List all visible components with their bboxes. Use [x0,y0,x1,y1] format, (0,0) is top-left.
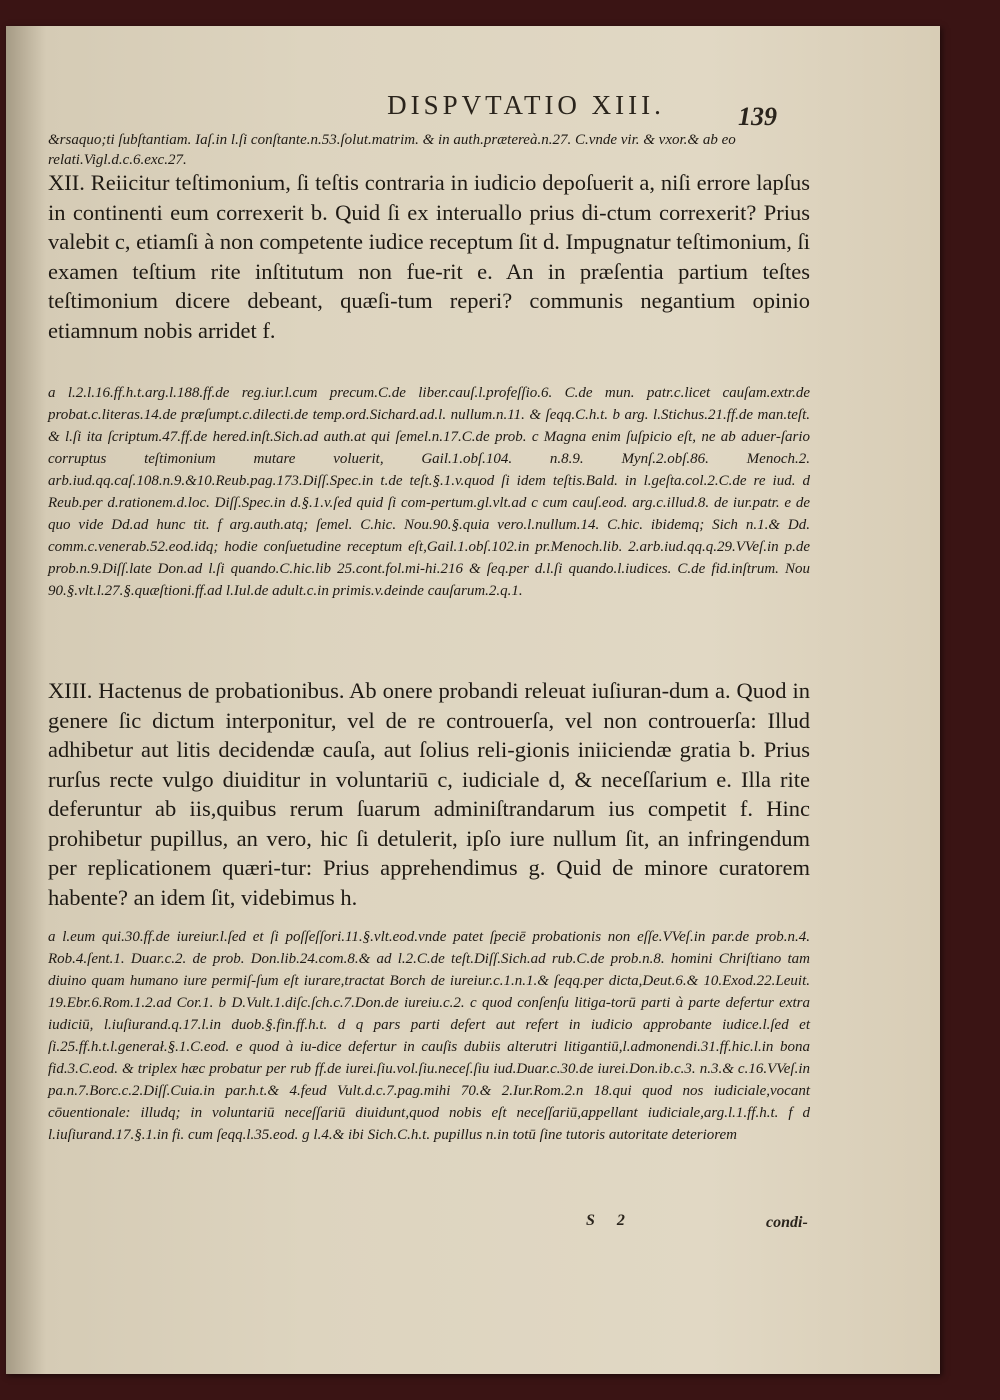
page-number: 139 [738,102,777,131]
section-text: Reiicitur teſtimonium, ſi teſtis contraria in iudicio depoſuerit a, niſi errore lapſus in continenti eum correxerit b. Quid ſi ex interuallo prius di-ctum correxerit? Prius valebit c, etiamſi à non competente iudice receptum ſit d. Impugnatur teſtimonium, ſi examen teſtium rite inſtitutum non fue-rit e. An in præſentia partium teſtes teſtimonium dicere debeant, quæſi-tum reperi? communis negantium opinio etiamnum nobis arridet f. [48,170,810,343]
running-header: DISPVTATIO XIII. [387,90,665,120]
signature-mark: S 2 [586,1212,625,1229]
section-xii [48,168,810,345]
section-xiii [48,676,810,912]
footnotes-xii: a l.2.l.16.ff.h.t.arg.l.188.ff.de reg.iur.l.cum precum.C.de liber.cauſ.l.profeſſio.6. C.de mun. patr.c.licet cauſam.extr.de probat.c.literas.14.de præſumpt.c.dilecti.de temp.ord.Sichard.ad.l. nullum.n.11. & ſeqq.C.h.t. b arg. l.Stichus.21.ff.de man.teſt. & l.ſi ita ſcriptum.47.ff.de hered.inſt.Sich.ad auth.at qui ſemel.n.17.C.de prob. c Magna enim ſuſpicio eſt, ne ab aduer-ſario corruptus teſtimonium mutare voluerit, Gail.1.obſ.104. n.8.9. Mynſ.2.obſ.86. Menoch.2. arb.iud.qq.caſ.108.n.9.&10.Reub.pag.173.Diſſ.Spec.in t.de teſt.§.1.v.quod ſi idem teſtis.Bald. in l.geſta.col.2.C.de re iud. d Reub.per d.rationem.d.loc. Diſſ.Spec.in d.§.1.v.ſed quid ſi com-pertum.gl.vlt.ad c cum cauſ.eod. arg.c.illud.8. de iur.patr. e de quo vide Dd.ad hunc tit. f arg.auth.atq; ſemel. C.hic. Nou.90.§.quia vero.l.nullum.14. C.hic. ibidemq; Sich n.1.& Dd. comm.c.venerab.52.eod.idq; hodie conſuetudine receptum eſt,Gail.1.obſ.102.in pr.Menoch.lib. 2.arb.iud.qq.q.29.VVeſ.in p.de prob.n.9.Diſſ.late Don.ad l.ſi quando.C.hic.lib 25.cont.fol.mi-hi.216 & ſeq.per d.l.ſi quando.l.iudices. C.de fid.inſtrum. Nou 90.§.vlt.l.27.§.quæſtioni.ff.ad l.Iul.de adult.c.in primis.v.deinde cauſarum.2.q.1. [48,385,810,599]
section-number: XIII. [48,678,93,703]
section-text: Hactenus de probationibus. Ab onere probandi releuat iuſiuran-dum a. Quod in genere ſic dictum interponitur, vel de re controuerſa, vel non controuerſa: Illud adhibetur aut litis decidendæ cauſa, aut ſolius reli-gionis iniiciendæ gratia b. Prius rurſus recte vulgo diuiditur in voluntariū c, iudiciale d, & neceſſarium e. Illa rite deferuntur ab iis,quibus rerum ſuarum adminiſtrandarum ius competit f. Hinc prohibetur pupillus, an vero, hic ſi detulerit, ipſo iure nullum ſit, an infringendum per replicationem quæri-tur: Prius apprehendimus g. Quid de minore curatorem habente? an idem ſit, videbimus h. [48,678,810,910]
continuation-note: &rsaquo;ti ſubſtantiam. Iaſ.in l.ſi conſtante.n.53.ſolut.matrim. & in auth.prætereà.n.27. C.vnde vir. & vxor.& ab eo relati.Vigl.d.c.6.exc.27. [48,132,736,168]
book-page [6,26,940,1374]
footnotes-xiii: a l.eum qui.30.ff.de iureiur.l.ſed et ſi poſſeſſori.11.§.vlt.eod.vnde patet ſpeciē probationis non eſſe.VVeſ.in par.de prob.n.4. Rob.4.ſent.1. Duar.c.2. de prob. Don.lib.24.com.8.& ad l.2.C.de teſt.Diſſ.Sich.ad rub.C.de prob.n.8. homini Chriſtiano tam diuino quam humano iure permiſ-ſum eſt iurare,tractat Borch de iureiur.c.1.n.1.& ſeqq.per dicta,Deut.6.& 10.Exod.22.Leuit. 19.Ebr.6.Rom.1.2.ad Cor.1. b D.Vult.1.diſc.ſch.c.7.Don.de iureiu.c.2. c quod conſenſu litiga-torū parti à parte defertur extra iudiciū, l.iuſiurand.q.17.l.in duob.§.fin.ff.h.t. d q pars parti defert aut refert in iudicio approbante iudice.l.ſed et ſi.25.ff.h.t.l.generał.§.1.C.eod. e quod à iu-dice defertur in cauſis dubiis alterutri litigantiū,l.admonendi.31.ff.hic.l.in bona fid.3.C.eod. & triplex hæc probatur per rub ff.de iurei.ſiu.vol.ſiu.neceſ.ſiu iud.Duar.c.30.de iurei.Don.ib.c.3. n.3.& c.16.VVeſ.in pa.n.7.Borc.c.2.Diſſ.Cuia.in par.h.t.& 4.feud Vult.d.c.7.pag.mihi 70.& 2.Iur.Rom.2.n 18.qui quod nos iudiciale,vocant cōuentionale: illudq; in voluntariū neceſſariū diuidunt,quod nobis eſt neceſſariū,appellant iudiciale,arg.l.1.ff.h.t. f d l.iuſiurand.17.§.1.in fi. cum ſeqq.l.35.eod. g l.4.& ibi Sich.C.h.t. pupillus n.in totū ſine tutoris autoritate deteriorem [48,929,810,1143]
section-number: XII. [48,170,85,195]
catchword: condi- [766,1214,808,1231]
